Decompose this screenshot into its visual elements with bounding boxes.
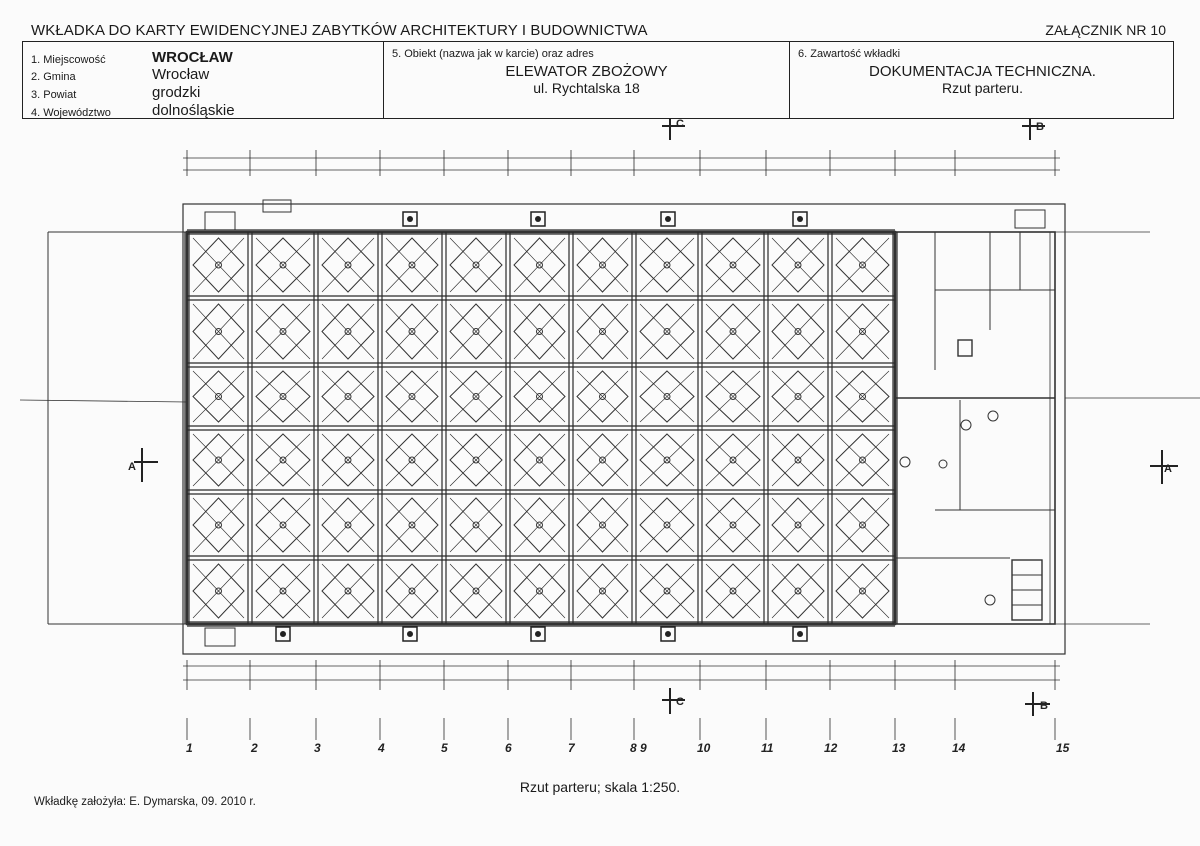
location-value: WROCŁAW (152, 49, 233, 66)
contents-title: DOKUMENTACJA TECHNICZNA. (869, 63, 1096, 80)
column-pad-center (407, 631, 413, 637)
column-pad-center (665, 631, 671, 637)
floor-plan-frame (20, 158, 1200, 680)
axis-number: 1 (186, 741, 193, 755)
column-pad-center (535, 216, 541, 222)
location-value: grodzki (152, 84, 201, 101)
axis-number: 8 9 (630, 741, 647, 755)
axis-number: 10 (697, 741, 711, 755)
section-label-c: C (676, 118, 684, 130)
axis-number: 5 (441, 741, 448, 755)
section-label-b: B (1036, 121, 1044, 133)
object-name: ELEWATOR ZBOŻOWY (505, 63, 668, 80)
dimension-ticks (187, 150, 1055, 740)
drawing-caption: Rzut parteru; skala 1:250. (519, 779, 681, 795)
location-label: 4. Województwo (31, 107, 111, 119)
axis-number: 12 (824, 741, 838, 755)
section-label-c: C (676, 696, 684, 708)
column-pad-center (797, 631, 803, 637)
structural-grid (185, 230, 897, 626)
annex-number: ZAŁĄCZNIK NR 10 (1045, 22, 1166, 38)
location-label: 1. Miejscowość (31, 54, 106, 66)
axis-number: 11 (761, 741, 774, 755)
location-value: dolnośląskie (152, 102, 235, 119)
section-label-b: B (1040, 700, 1048, 712)
column-pad-center (665, 216, 671, 222)
footer-author: Wkładkę założyła: E. Dymarska, 09. 2010 r. (34, 796, 256, 808)
axis-number: 7 (568, 741, 575, 755)
axis-number: 4 (378, 741, 385, 755)
document-title: WKŁADKA DO KARTY EWIDENCYJNEJ ZABYTKÓW ARCHITEKTURY I BUDOWNICTWA (31, 22, 648, 39)
section-label-a: A (1164, 463, 1172, 475)
axis-number: 3 (314, 741, 321, 755)
axis-number: 14 (952, 741, 966, 755)
axis-numbers (186, 741, 1070, 755)
column-pad-center (535, 631, 541, 637)
object-label: 5. Obiekt (nazwa jak w karcie) oraz adres (392, 48, 594, 60)
location-label: 3. Powiat (31, 89, 77, 101)
column-pad-center (280, 631, 286, 637)
axis-number: 2 (251, 741, 258, 755)
axis-number: 15 (1056, 741, 1070, 755)
location-label: 2. Gmina (31, 71, 76, 83)
column-pad-center (797, 216, 803, 222)
contents-subtitle: Rzut parteru. (942, 80, 1023, 96)
location-value: Wrocław (152, 66, 210, 83)
axis-number: 13 (892, 741, 906, 755)
section-label-a: A (128, 461, 136, 473)
object-address: ul. Rychtalska 18 (533, 80, 640, 96)
contents-label: 6. Zawartość wkładki (798, 48, 901, 60)
axis-number: 6 (505, 741, 512, 755)
column-pad-center (407, 216, 413, 222)
